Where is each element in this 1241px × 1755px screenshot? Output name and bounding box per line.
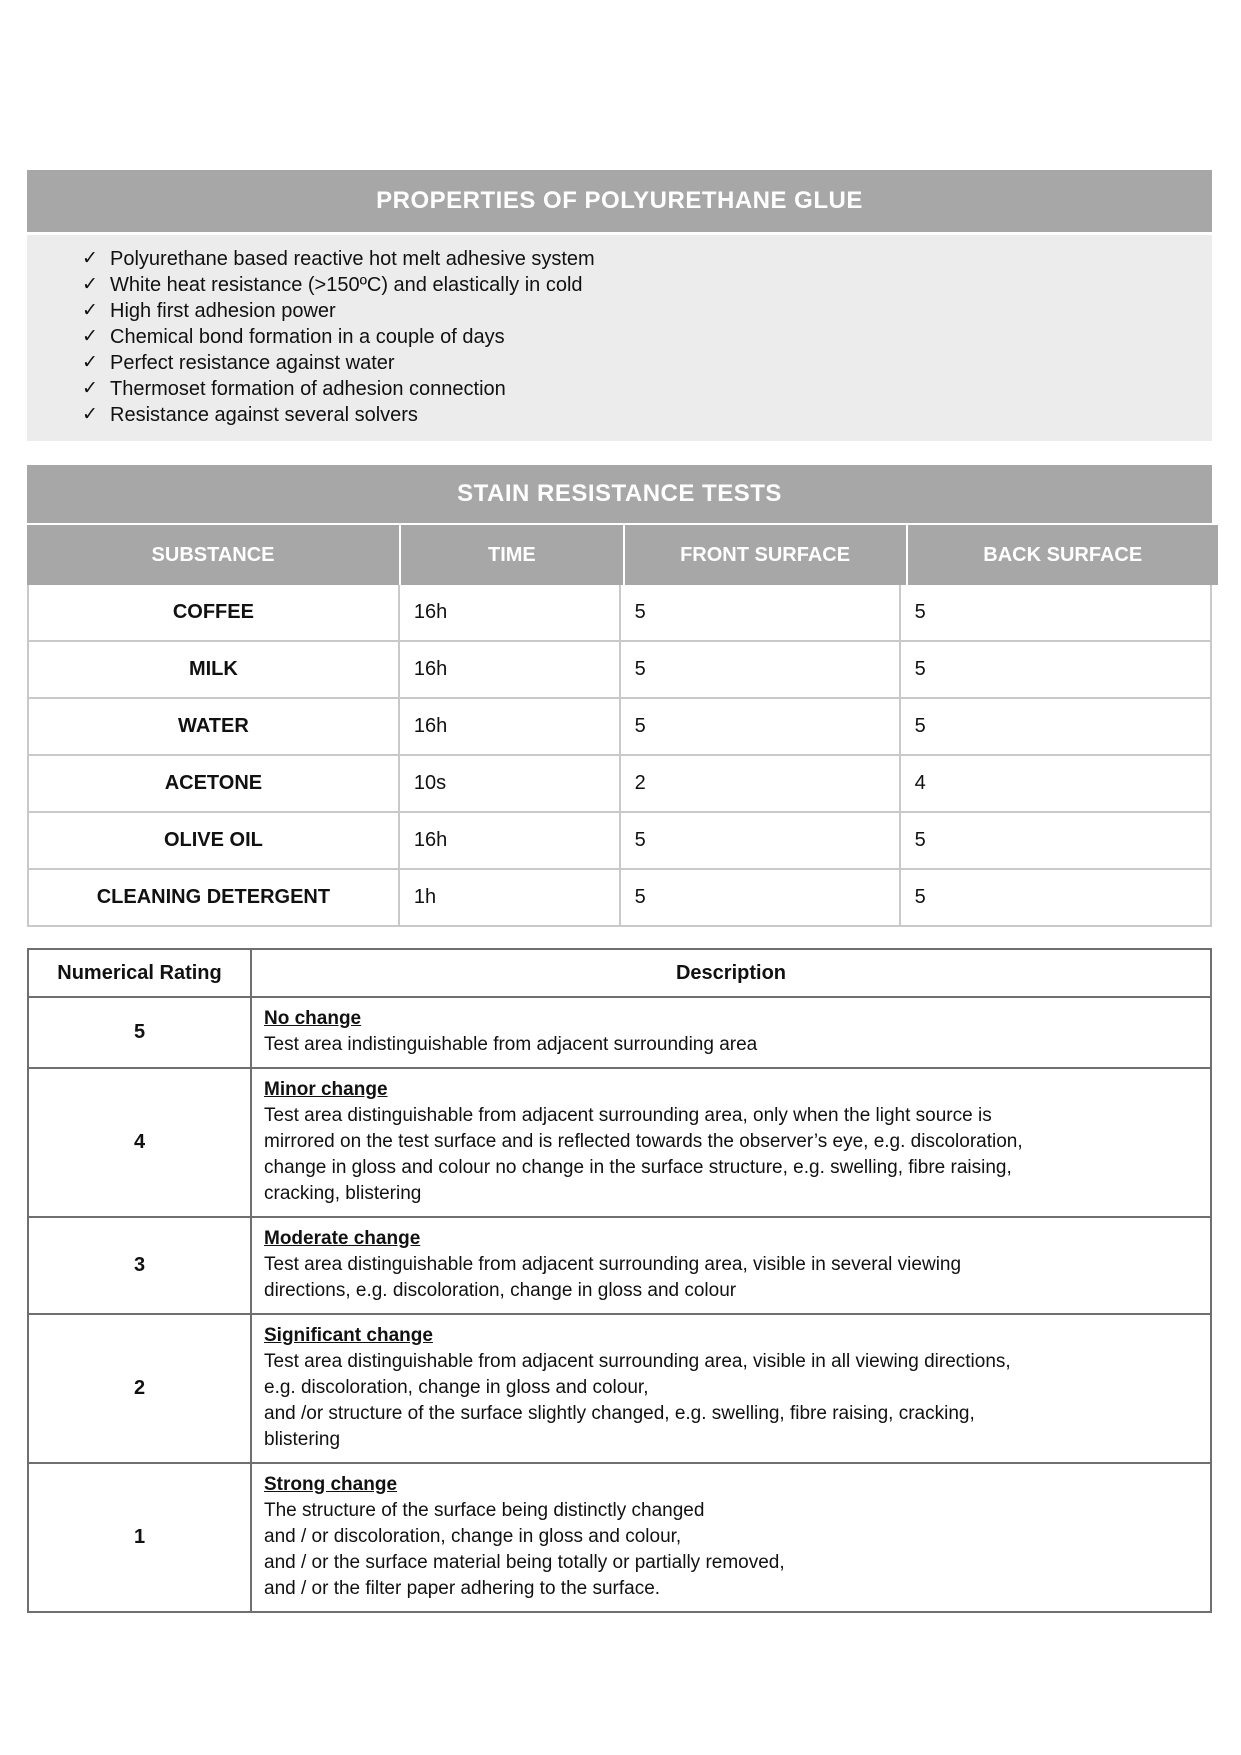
- stain-tests-title: STAIN RESISTANCE TESTS: [27, 465, 1212, 523]
- table-row: [28, 997, 1211, 1068]
- list-item: [27, 376, 1212, 402]
- description-line: change in gloss and colour no change in the surface structure, e.g. swelling, fibre raising,: [264, 1157, 1012, 1178]
- description-line: and / or the filter paper adhering to the surface.: [264, 1578, 661, 1599]
- table-row: [29, 756, 1210, 813]
- list-item: [27, 350, 1212, 376]
- table-header-row: [28, 949, 1211, 997]
- column-header-front-surface: FRONT SURFACE: [625, 525, 906, 585]
- front-surface-cell: 5: [621, 870, 901, 925]
- rating-value: 1: [28, 1463, 251, 1612]
- time-cell: 1h: [400, 870, 621, 925]
- table-row: [28, 1217, 1211, 1314]
- bullet-text: High first adhesion power: [110, 300, 336, 322]
- table-row: [28, 1068, 1211, 1217]
- checkmark-icon: ✓: [82, 300, 98, 321]
- description-line: mirrored on the test surface and is reflected towards the observer’s eye, e.g. discoloration,: [264, 1131, 1023, 1152]
- column-header-numerical-rating: Numerical Rating: [28, 949, 251, 997]
- list-item: [27, 246, 1212, 272]
- table-row: [29, 813, 1210, 870]
- back-surface-cell: 4: [914, 772, 926, 794]
- checkmark-icon: ✓: [82, 326, 98, 347]
- description-line: The structure of the surface being distinctly changed: [264, 1500, 705, 1521]
- bullet-text: Chemical bond formation in a couple of days: [110, 326, 505, 348]
- checkmark-icon: ✓: [82, 274, 98, 295]
- rating-description: [251, 1217, 1211, 1314]
- table-row: [28, 1463, 1211, 1612]
- rating-value: 3: [28, 1217, 251, 1314]
- stain-tests-section: [27, 465, 1212, 927]
- back-surface-cell: 5: [914, 658, 926, 680]
- back-surface-cell: 5: [914, 715, 926, 737]
- description-title: No change: [264, 1008, 362, 1029]
- column-header-description: Description: [251, 949, 1211, 997]
- time-cell: 16h: [400, 813, 621, 868]
- checkmark-icon: ✓: [82, 248, 98, 269]
- back-surface-cell: 5: [914, 829, 926, 851]
- back-surface-cell: 5: [914, 886, 926, 908]
- description-line: blistering: [264, 1429, 341, 1450]
- substance-cell: MILK: [29, 642, 400, 697]
- checkmark-icon: ✓: [82, 404, 98, 425]
- table-row: [28, 1314, 1211, 1463]
- substance-cell: OLIVE OIL: [29, 813, 400, 868]
- bullet-text: Resistance against several solvers: [110, 404, 418, 426]
- checkmark-icon: ✓: [82, 378, 98, 399]
- properties-title: PROPERTIES OF POLYURETHANE GLUE: [27, 170, 1212, 232]
- list-item: [27, 272, 1212, 298]
- bullet-text: White heat resistance (>150ºC) and elastically in cold: [110, 274, 583, 296]
- rating-description: [251, 1068, 1211, 1217]
- table-row: [29, 585, 1210, 642]
- rating-description: [251, 1314, 1211, 1463]
- table-row: [29, 699, 1210, 756]
- rating-description: [251, 1463, 1211, 1612]
- description-title: Minor change: [264, 1079, 388, 1100]
- list-item: [27, 298, 1212, 324]
- front-surface-cell: 2: [621, 756, 901, 811]
- substance-cell: COFFEE: [29, 585, 400, 640]
- substance-cell: CLEANING DETERGENT: [29, 870, 400, 925]
- substance-cell: ACETONE: [29, 756, 400, 811]
- front-surface-cell: 5: [621, 642, 901, 697]
- description-line: e.g. discoloration, change in gloss and colour,: [264, 1377, 649, 1398]
- checkmark-icon: ✓: [82, 352, 98, 373]
- list-item: [27, 402, 1212, 428]
- description-line: and / or the surface material being totally or partially removed,: [264, 1552, 785, 1573]
- rating-description: [251, 997, 1211, 1068]
- rating-table: [27, 948, 1212, 1613]
- rating-scale-section: [27, 948, 1212, 1613]
- description-line: Test area distinguishable from adjacent surrounding area, only when the light source is: [264, 1105, 992, 1126]
- properties-section: [27, 170, 1212, 441]
- stain-table-body: [27, 585, 1212, 927]
- front-surface-cell: 5: [621, 699, 901, 754]
- description-title: Strong change: [264, 1474, 398, 1495]
- list-item: [27, 324, 1212, 350]
- time-cell: 16h: [400, 642, 621, 697]
- page-content: [27, 170, 1212, 1613]
- description-line: cracking, blistering: [264, 1183, 422, 1204]
- stain-table-header: [27, 523, 1212, 585]
- table-row: [29, 642, 1210, 699]
- description-title: Moderate change: [264, 1228, 421, 1249]
- column-header-time: TIME: [401, 525, 623, 585]
- column-header-back-surface: BACK SURFACE: [908, 525, 1218, 585]
- back-surface-cell: 5: [914, 601, 926, 623]
- bullet-text: Polyurethane based reactive hot melt adhesive system: [110, 248, 595, 270]
- rating-value: 5: [28, 997, 251, 1068]
- substance-cell: WATER: [29, 699, 400, 754]
- description-title: Significant change: [264, 1325, 433, 1346]
- rating-value: 2: [28, 1314, 251, 1463]
- description-line: and / or discoloration, change in gloss and colour,: [264, 1526, 682, 1547]
- time-cell: 16h: [400, 699, 621, 754]
- time-cell: 16h: [400, 585, 621, 640]
- description-line: Test area distinguishable from adjacent surrounding area, visible in several viewing: [264, 1254, 962, 1275]
- rating-value: 4: [28, 1068, 251, 1217]
- description-line: Test area indistinguishable from adjacent surrounding area: [264, 1034, 758, 1055]
- description-line: Test area distinguishable from adjacent surrounding area, visible in all viewing directions,: [264, 1351, 1011, 1372]
- bullet-text: Thermoset formation of adhesion connection: [110, 378, 506, 400]
- bullet-text: Perfect resistance against water: [110, 352, 395, 374]
- front-surface-cell: 5: [621, 813, 901, 868]
- column-header-substance: SUBSTANCE: [27, 525, 399, 585]
- table-row: [29, 870, 1210, 925]
- description-line: and /or structure of the surface slightly changed, e.g. swelling, fibre raising, cracking,: [264, 1403, 975, 1424]
- description-line: directions, e.g. discoloration, change in gloss and colour: [264, 1280, 737, 1301]
- time-cell: 10s: [400, 756, 621, 811]
- front-surface-cell: 5: [621, 585, 901, 640]
- properties-list: [27, 235, 1212, 441]
